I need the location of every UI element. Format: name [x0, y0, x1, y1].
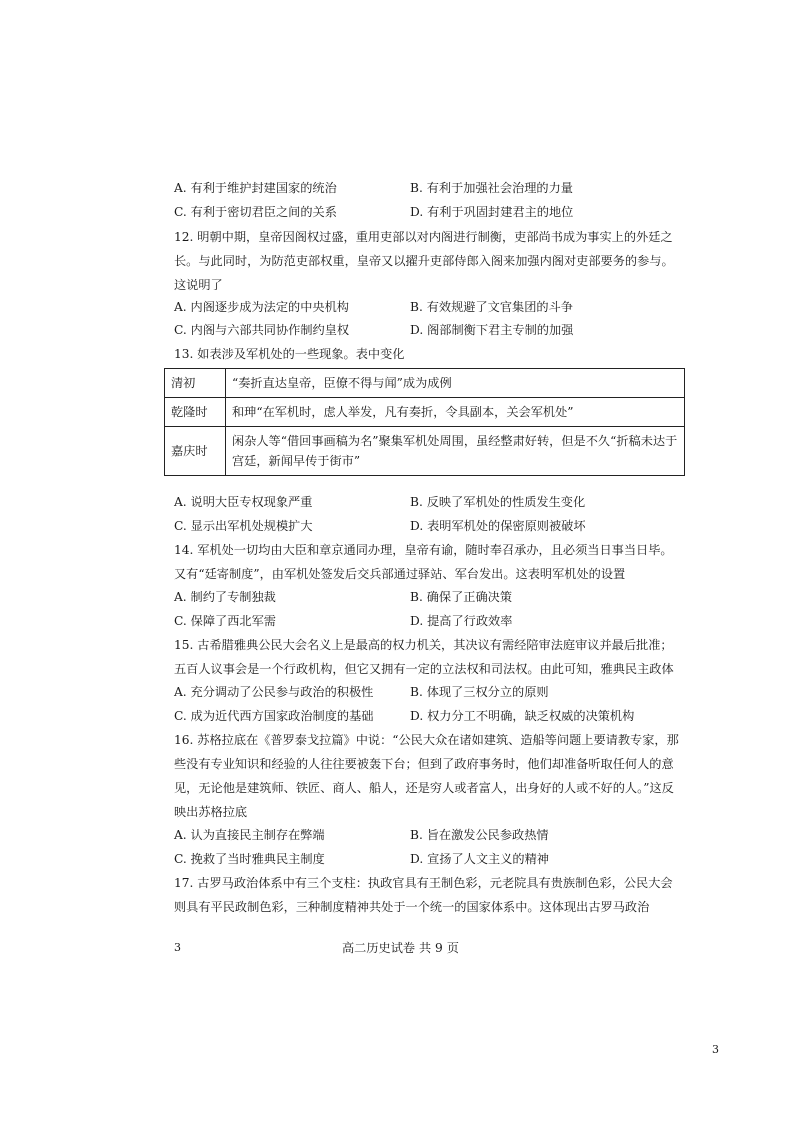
q14-stem-line-2: 又有“廷寄制度”，由军机处签发后交兵部通过驿站、军台发出。这表明军机处的设置	[174, 567, 626, 581]
q16-option-c: C. 挽救了当时雅典民主制度	[174, 852, 325, 866]
table-cell-text: 闲杂人等“借回事画稿为名”聚集军机处周围，虽经整肃好转，但是不久“折稿未达于宫廷，新闻早传于街市”	[226, 427, 685, 476]
q17-stem-line-1: 17. 古罗马政治体系中有三个支柱：执政官具有王制色彩，元老院具有贵族制色彩，公民大会	[174, 876, 673, 890]
table-cell-era: 乾隆时	[165, 398, 226, 427]
table-row	[165, 427, 685, 476]
table-cell-era: 清初	[165, 369, 226, 398]
q12-stem-line-3: 这说明了	[174, 278, 223, 292]
q16-stem-line-2: 些没有专业知识和经验的人往往要被轰下台；但到了政府事务时，他们却准备听取任何人的意	[174, 757, 674, 771]
q12-option-d: D. 阁部制衡下君主专制的加强	[410, 323, 574, 337]
q17-stem-line-2: 则具有平民政制色彩，三种制度精神共处于一个统一的国家体系中。这体现出古罗马政治	[174, 900, 650, 914]
q15-stem-line-1: 15. 古希腊雅典公民大会名义上是最高的权力机关，其决议有需经陪审法庭审议并最后批准；	[174, 638, 673, 652]
table-cell-text: “奏折直达皇帝，臣僚不得与闻”成为成例	[226, 369, 685, 398]
q14-option-d: D. 提高了行政效率	[410, 614, 513, 628]
q14-stem-line-1: 14. 军机处一切均由大臣和章京通同办理，皇帝有谕，随时奉召承办，且必须当日事当日毕。	[174, 543, 673, 557]
q12-stem-line-1: 12. 明朝中期，皇帝因阁权过盛，重用吏部以对内阁进行制衡，吏部尚书成为事实上的外廷之	[174, 230, 673, 244]
table-row	[165, 369, 685, 398]
q13-table	[164, 368, 685, 476]
q16-option-b: B. 旨在激发公民参政热情	[410, 828, 549, 842]
footer-page-number: 3	[174, 941, 181, 954]
q16-option-d: D. 宣扬了人文主义的精神	[410, 852, 549, 866]
q11-option-d: D. 有利于巩固封建君主的地位	[410, 205, 574, 219]
q15-option-a: A. 充分调动了公民参与政治的积极性	[174, 685, 374, 699]
q11-option-b: B. 有利于加强社会治理的力量	[410, 181, 573, 195]
q15-option-b: B. 体现了三权分立的原则	[410, 685, 549, 699]
q11-option-c: C. 有利于密切君臣之间的关系	[174, 205, 337, 219]
q16-option-a: A. 认为直接民主制存在弊端	[174, 828, 325, 842]
table-row	[165, 398, 685, 427]
q13-option-a: A. 说明大臣专权现象严重	[174, 495, 313, 509]
q16-stem-line-3: 见，无论他是建筑师、铁匠、商人、船人，还是穷人或者富人，出身好的人或不好的人。”这反	[174, 781, 674, 795]
table-cell-era: 嘉庆时	[165, 427, 226, 476]
q13-option-c: C. 显示出军机处规模扩大	[174, 519, 313, 533]
q11-option-a: A. 有利于维护封建国家的统治	[174, 181, 337, 195]
q13-stem: 13. 如表涉及军机处的一些现象。表中变化	[174, 347, 405, 361]
q14-option-a: A. 制约了专制独裁	[174, 590, 276, 604]
q13-option-d: D. 表明军机处的保密原则被破坏	[410, 519, 586, 533]
footer-title: 高二历史试卷 共 9 页	[342, 941, 459, 955]
table-cell-text: 和珅“在军机时，虑人举发，凡有奏折，令具副本，关会军机处”	[226, 398, 685, 427]
q16-stem-line-1: 16. 苏格拉底在《普罗泰戈拉篇》中说：“公民大众在诸如建筑、造船等问题上要请教专家，那	[174, 733, 679, 747]
corner-page-number: 3	[712, 1043, 719, 1056]
q15-stem-line-2: 五百人议事会是一个行政机构，但它又拥有一定的立法权和司法权。由此可知，雅典民主政体	[174, 662, 674, 676]
q15-option-c: C. 成为近代西方国家政治制度的基础	[174, 709, 374, 723]
q13-option-b: B. 反映了军机处的性质发生变化	[410, 495, 586, 509]
q14-option-c: C. 保障了西北军需	[174, 614, 276, 628]
q14-option-b: B. 确保了正确决策	[410, 590, 513, 604]
q12-option-a: A. 内阁逐步成为法定的中央机构	[174, 300, 349, 314]
q16-stem-line-4: 映出苏格拉底	[174, 805, 248, 819]
q12-option-c: C. 内阁与六部共同协作制约皇权	[174, 323, 350, 337]
q12-stem-line-2: 长。与此同时，为防范吏部权重，皇帝又以擢升吏部侍郎入阁来加强内阁对吏部要务的参与。	[174, 254, 674, 268]
q15-option-d: D. 权力分工不明确，缺乏权威的决策机构	[410, 709, 635, 723]
q12-option-b: B. 有效规避了文官集团的斗争	[410, 300, 573, 314]
